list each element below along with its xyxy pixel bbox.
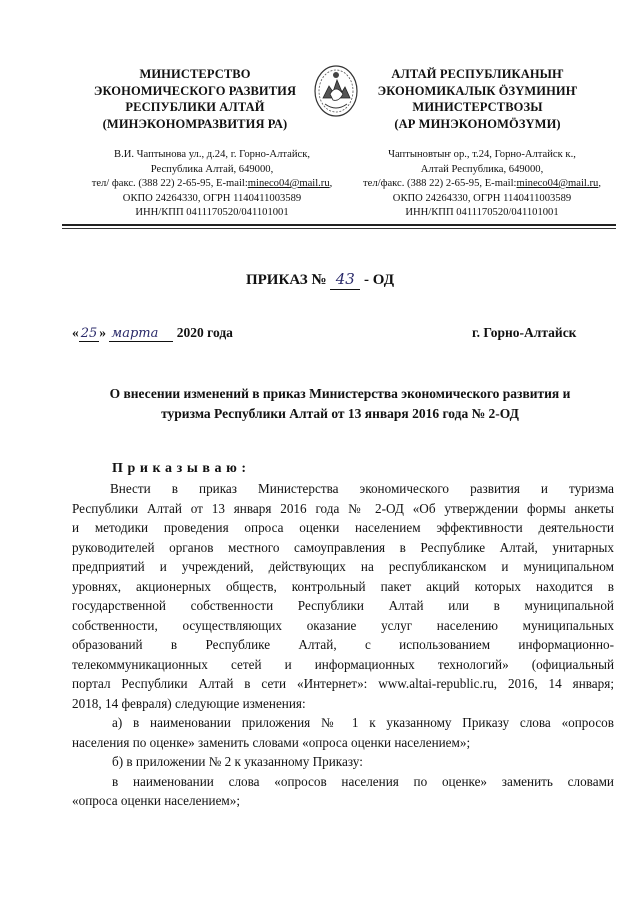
- date-year: 2020 года: [176, 325, 233, 340]
- body-line: портал Республики Алтай в сети «Интернет»: www.altai-republic.ru, 2016, 14 января;: [72, 676, 614, 691]
- contact-suffix: ,: [329, 178, 333, 189]
- order-directive: Приказываю:: [112, 461, 251, 476]
- body-line: 2018, 14 февраля) следующие изменения:: [72, 695, 306, 711]
- email-link[interactable]: mineco04@mail.ru: [516, 178, 599, 189]
- body-line: государственной собственности Республики Алтай или в муниципальной: [72, 598, 614, 613]
- ministry-title-ru-line: (МИНЭКОНОМРАЗВИТИЯ РА): [102, 116, 288, 131]
- order-city: г. Горно-Алтайск: [472, 325, 577, 340]
- subject-line: туризма Республики Алтай от 13 января 2016 года № 2-ОД: [161, 406, 519, 421]
- header-divider: [62, 228, 616, 229]
- order-prefix: ПРИКАЗ №: [245, 272, 327, 288]
- header-divider: [62, 224, 616, 226]
- body-line: и методики проведения опроса оценки населением эффективности деятельности: [72, 520, 614, 535]
- order-subject: [70, 384, 610, 424]
- ministry-title-alt-line: ЭКОНОМИКАЛЫК ÖЗҮМИНИҤ: [377, 83, 578, 98]
- address-line: Чаптыновтыҥ ор., т.24, Горно-Алтайск к.,: [388, 149, 576, 160]
- order-title: [0, 270, 640, 290]
- inn-line: ИНН/КПП 0411170520/041101001: [135, 207, 289, 218]
- body-line: образований в Республике Алтай, с использованием информационно-: [72, 637, 614, 652]
- ministry-title-ru-line: РЕСПУБЛИКИ АЛТАЙ: [125, 100, 265, 114]
- ministry-title-ru: [70, 66, 320, 132]
- body-line: Внести в приказ Министерства экономического развития и туризма: [110, 481, 614, 496]
- body-line: населения по оценке» заменить словами «опроса оценки населением»;: [72, 734, 471, 750]
- order-body: [72, 479, 614, 811]
- subject-line: О внесении изменений в приказ Министерства экономического развития и: [109, 386, 571, 401]
- contact-prefix: тел/ факс. (388 22) 2-65-95, E-mail:: [91, 178, 248, 189]
- ministry-title-alt: [345, 66, 610, 132]
- body-line: а) в наименовании приложения № 1 к указанному Приказу слова «опросов: [112, 715, 614, 730]
- contact-prefix: тел/факс. (388 22) 2-65-95, E-mail:: [363, 178, 517, 189]
- address-block-ru: [78, 148, 346, 221]
- order-suffix: - ОД: [364, 272, 395, 288]
- body-line: предприятий и учреждений, действующих на республиканском и муниципальном: [72, 559, 614, 574]
- okpo-line: ОКПО 24264330, ОГРН 1140411003589: [122, 192, 302, 204]
- order-date: [72, 325, 233, 342]
- contact-suffix: ,: [598, 178, 601, 189]
- ministry-title-ru-line: ЭКОНОМИЧЕСКОГО РАЗВИТИЯ: [93, 83, 297, 98]
- okpo-line: ОКПО 24264330, ОГРН 1140411003589: [392, 192, 572, 204]
- body-line: в наименовании слова «опросов населения по оценке» заменить словами: [112, 773, 614, 789]
- body-line: руководителей органов местного самоуправления в Республике Алтай, унитарных: [72, 539, 614, 555]
- ministry-title-ru-line: МИНИСТЕРСТВО: [139, 67, 251, 81]
- date-open-quote: «: [72, 325, 79, 340]
- body-line: б) в приложении № 2 к указанному Приказу:: [112, 754, 363, 769]
- body-line: телекоммуникационных сетей и информационных технологий» (официальный: [72, 656, 614, 672]
- body-line: уровнях, акционерных обществ, контрольный пакет акций которых находится в: [72, 578, 614, 594]
- address-block-alt: [350, 148, 614, 221]
- contact-line: [350, 177, 614, 192]
- order-number: 43: [335, 270, 355, 288]
- address-line: В.И. Чаптынова ул., д.24, г. Горно-Алтайск,: [114, 149, 310, 160]
- date-month: марта: [111, 326, 159, 341]
- email-link[interactable]: mineco04@mail.ru: [247, 178, 330, 189]
- ministry-title-alt-line: (АР МИНЭКОНОМÖЗҮМИ): [394, 116, 561, 131]
- ministry-title-alt-line: АЛТАЙ РЕСПУБЛИКАНЫҤ: [391, 67, 564, 81]
- address-line: Алтай Республика, 649000,: [420, 163, 544, 175]
- inn-line: ИНН/КПП 0411170520/041101001: [405, 207, 559, 218]
- ministry-title-alt-line: МИНИСТЕРСТВОЗЫ: [412, 100, 543, 114]
- body-line: «опроса оценки населением»;: [72, 793, 241, 808]
- address-line: Республика Алтай, 649000,: [150, 163, 274, 175]
- body-line: Республики Алтай от 13 января 2016 года № 2-ОД «Об утверждении формы анкеты: [72, 500, 614, 516]
- date-day: 25: [80, 326, 98, 341]
- body-line: собственности, осуществляющих оказание услуг населению муниципальных: [72, 617, 614, 633]
- contact-line: [78, 177, 346, 192]
- date-close-quote: »: [99, 325, 107, 340]
